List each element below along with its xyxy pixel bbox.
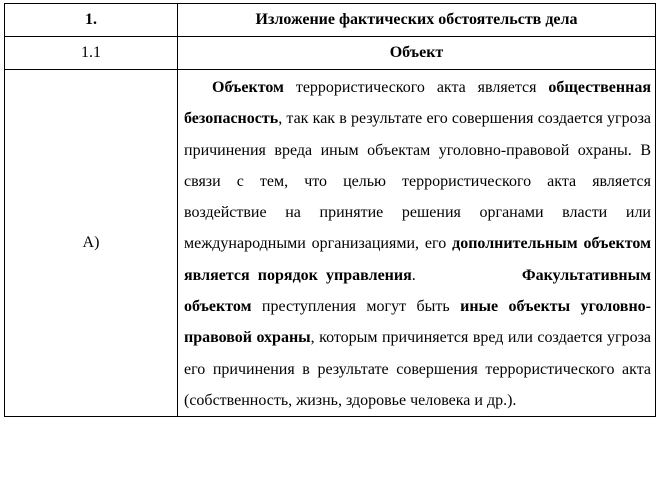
content-row bbox=[5, 70, 656, 417]
description-paragraph bbox=[184, 72, 651, 416]
term-optional-object: Факультативным объектом bbox=[184, 266, 652, 316]
text-segment: . bbox=[411, 266, 522, 284]
subheader-row bbox=[5, 37, 656, 70]
header-title: Изложение фактических обстоятельств дела bbox=[178, 4, 656, 37]
text-segment: террористического акта является bbox=[283, 79, 549, 96]
header-number: 1. bbox=[5, 4, 178, 37]
term-public-safety: общественная безопасность bbox=[184, 79, 651, 128]
term-additional-object: дополнительным объектом является порядок управления bbox=[184, 235, 651, 284]
row-label: А) bbox=[5, 70, 178, 417]
subheader-number: 1.1 bbox=[5, 37, 178, 70]
text-segment: преступления могут быть bbox=[251, 298, 461, 316]
object-description bbox=[178, 70, 656, 417]
facts-table bbox=[4, 3, 656, 417]
subheader-title: Объект bbox=[178, 37, 656, 70]
term-object: Объектом bbox=[212, 79, 284, 96]
header-row bbox=[5, 4, 656, 37]
term-other-objects: иные объекты уголовно-правовой охраны bbox=[184, 298, 651, 347]
text-segment: , которым причиняется вред или создается угроза его причинения в результате совершения террористического акта (собственность, жизнь, здоровье человека и др.). bbox=[184, 329, 651, 409]
text-segment: , так как в результате его совершения создается угроза причинения вреда иным объектам уголовно-правовой охраны. В связи с тем, что целью террористического акта является воздействие на принятие решения органами власти или международными организациями, его bbox=[184, 110, 651, 253]
